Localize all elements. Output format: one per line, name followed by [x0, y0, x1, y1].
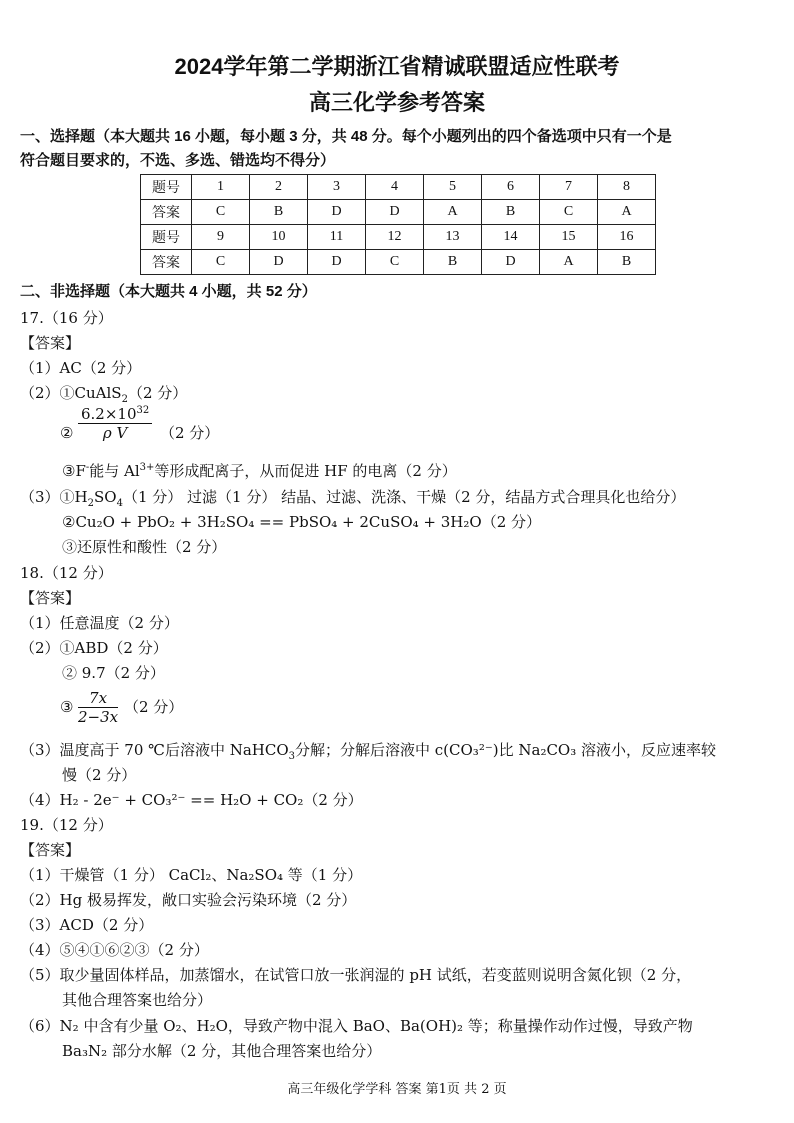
q18-fraction-numerator: 7x [78, 689, 118, 708]
q17-part1: （1）AC（2 分） [20, 359, 142, 377]
answer-table-cell: 5 [424, 175, 482, 200]
q19-answer-label: 【答案】 [20, 841, 81, 859]
section2-heading: 二、非选择题（本大题共 4 小题，共 52 分） [20, 283, 317, 300]
q19-part1: （1）干燥管（1 分） CaCl₂、Na₂SO₄ 等（1 分） [20, 866, 363, 884]
q19-part2: （2）Hg 极易挥发，敞口实验会污染环境（2 分） [20, 891, 357, 909]
answer-table-cell: A [540, 250, 598, 275]
q19-part5-line1: （5）取少量固体样品，加蒸馏水，在试管口放一张润湿的 pH 试纸，若变蓝则说明含氮化钡（2 分， [20, 966, 692, 984]
q17-part3-b: ②Cu₂O + PbO₂ + 3H₂SO₄ == PbSO₄ + 2CuSO₄ + 3H₂O（2 分） [62, 513, 542, 531]
q19-heading: 19.（12 分） [20, 816, 113, 834]
q18-answer-label: 【答案】 [20, 589, 81, 607]
answer-table-cell: 2 [250, 175, 308, 200]
q17-heading: 17.（16 分） [20, 309, 113, 327]
q17-part2-b-score: （2 分） [160, 424, 220, 442]
q18-part2-a: （2）①ABD（2 分） [20, 639, 168, 657]
answer-table-cell: 10 [250, 225, 308, 250]
q18-part3-line1: （3）温度高于 70 ℃后溶液中 NaHCO$_3$分解；分解后溶液中 c(CO₃²⁻)比 Na₂CO₃ 溶液小，反应速率较 [20, 741, 717, 762]
answer-table-cell: D [308, 200, 366, 225]
answer-table-cell: 1 [192, 175, 250, 200]
choice-answer-table [140, 174, 656, 275]
q17-answer-label: 【答案】 [20, 334, 81, 352]
q17-part3-a: $(3)①H_2SO_4(1$ 分） 过滤（1 分） 结晶、过滤、洗涤、干燥（2 分，结晶方式合理具化也给分） [20, 488, 686, 509]
answer-table-cell: 9 [192, 225, 250, 250]
q17-part3-c: ③还原性和酸性（2 分） [62, 538, 227, 556]
answer-table-cell: D [366, 200, 424, 225]
q17-part2-c: ③F-能与 $Al^{3+}$等形成配离子，从而促进 HF 的电离（2 分） [62, 462, 457, 480]
q19-part3: （3）ACD（2 分） [20, 916, 154, 934]
answer-table-cell: 4 [366, 175, 424, 200]
answer-table-row [141, 250, 656, 275]
section1-heading-line1: 一、选择题（本大题共 16 小题，每小题 3 分，共 48 分。每个小题列出的四个备选项中只有一个是 [20, 128, 672, 145]
answer-table-row-header: 题号 [141, 175, 192, 200]
q17-part2-b-circle: ② [60, 424, 74, 442]
q18-part2-b: ② 9.7（2 分） [62, 664, 165, 682]
answer-table-cell: C [192, 250, 250, 275]
answer-table-cell: A [598, 200, 656, 225]
q19-part5-line2: 其他合理答案也给分） [62, 991, 213, 1009]
answer-table-cell: 8 [598, 175, 656, 200]
q18-part2-c-circle: ③ [60, 698, 74, 716]
answer-table-cell: 7 [540, 175, 598, 200]
answer-table-cell: 6 [482, 175, 540, 200]
answer-table-row [141, 225, 656, 250]
answer-table-row [141, 175, 656, 200]
section1-heading-line2: 符合题目要求的，不选、多选、错选均不得分） [20, 152, 336, 169]
q19-part4: （4）⑤④①⑥②③（2 分） [20, 941, 209, 959]
answer-table-cell: C [192, 200, 250, 225]
q18-part2-c-score: （2 分） [124, 698, 184, 716]
page-footer: 高三年级化学学科 答案 第1页 共 2 页 [287, 1082, 507, 1097]
q19-part6-line2: Ba₃N₂ 部分水解（2 分，其他合理答案也给分） [62, 1042, 382, 1060]
answer-table-cell: 12 [366, 225, 424, 250]
answer-table-cell: 15 [540, 225, 598, 250]
answer-table-row-header: 答案 [141, 250, 192, 275]
q17-fraction-numerator: $6.2\times 10^{32}$ [78, 405, 152, 424]
answer-table-cell: 14 [482, 225, 540, 250]
q19-part6-line1: （6）N₂ 中含有少量 O₂、H₂O，导致产物中混入 BaO、Ba(OH)₂ 等；称量操作动作过慢，导致产物 [20, 1017, 693, 1035]
answer-table-cell: 3 [308, 175, 366, 200]
answer-table-row-header: 题号 [141, 225, 192, 250]
answer-table-cell: D [308, 250, 366, 275]
q18-part3-line2: 慢（2 分） [62, 766, 137, 784]
answer-table-cell: C [366, 250, 424, 275]
answer-table-row-header: 答案 [141, 200, 192, 225]
q17-part2-a: （2）①CuAlS$_2$（2 分） [20, 384, 188, 405]
q17-fraction-denominator: ρ V [102, 424, 128, 442]
q17-fraction [78, 405, 152, 442]
answer-table-cell: 13 [424, 225, 482, 250]
q18-part4: （4）H₂ - 2e⁻ + CO₃²⁻ == H₂O + CO₂（2 分） [20, 791, 363, 809]
document-title-line2: 高三化学参考答案 [308, 90, 485, 115]
answer-table-row [141, 200, 656, 225]
answer-table-cell: B [598, 250, 656, 275]
answer-table-cell: B [424, 250, 482, 275]
q18-fraction [78, 689, 118, 726]
document-title-line1: 2024学年第二学期浙江省精诚联盟适应性联考 [174, 54, 620, 79]
answer-table-cell: 16 [598, 225, 656, 250]
q18-part1: （1）任意温度（2 分） [20, 614, 179, 632]
answer-table-cell: C [540, 200, 598, 225]
answer-table-cell: B [482, 200, 540, 225]
answer-table-cell: A [424, 200, 482, 225]
answer-table-cell: B [250, 200, 308, 225]
answer-table-cell: D [250, 250, 308, 275]
answer-table-cell: 11 [308, 225, 366, 250]
answer-table-cell: D [482, 250, 540, 275]
q18-heading: 18.（12 分） [20, 564, 113, 582]
q18-fraction-denominator: 2−3x [78, 708, 119, 726]
